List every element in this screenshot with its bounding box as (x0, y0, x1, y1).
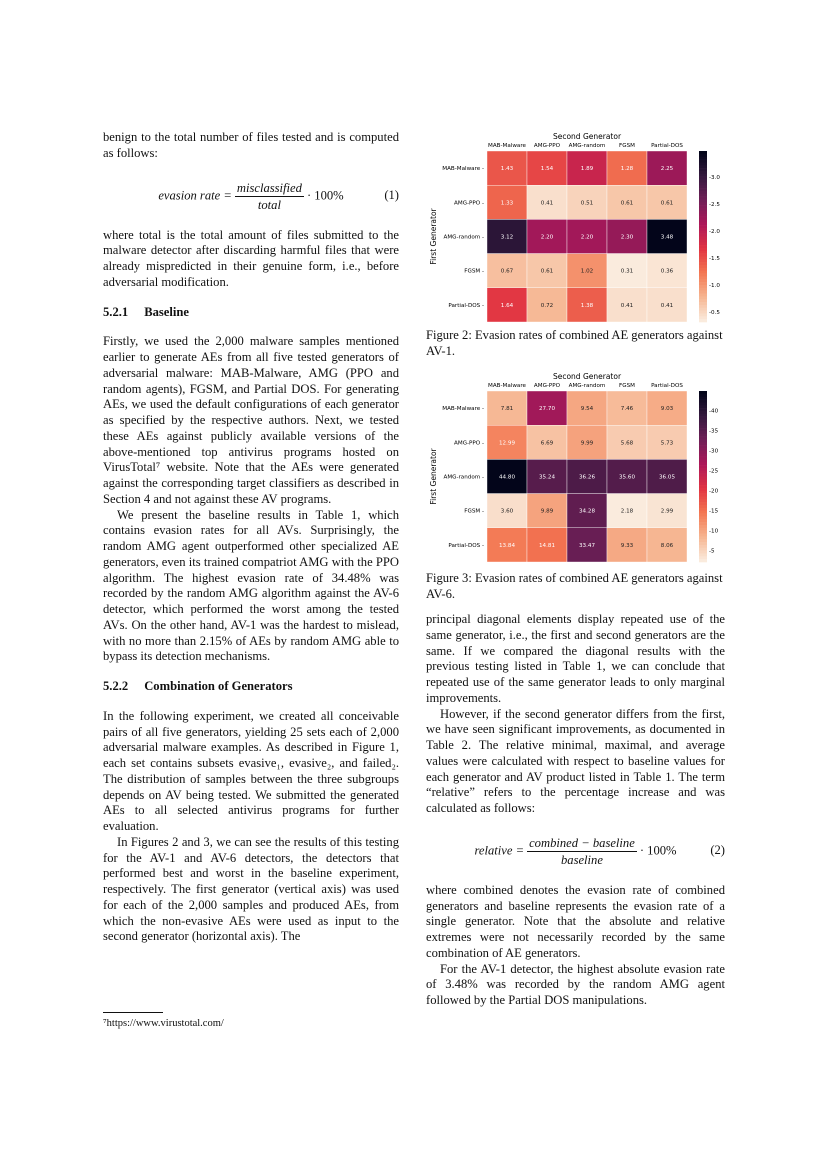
colorbar-segment (699, 511, 707, 514)
colorbar-segment (699, 202, 707, 205)
cell-value-label: 1.89 (580, 166, 594, 173)
colorbar-segment (699, 420, 707, 423)
colorbar-segment (699, 305, 707, 308)
colorbar-segment (699, 556, 707, 559)
colorbar-segment (699, 219, 707, 222)
cell-value-label: 0.36 (660, 268, 674, 275)
y-tick-label: FGSM - (464, 268, 484, 275)
colorbar-segment (699, 425, 707, 428)
colorbar-segment (699, 459, 707, 462)
colorbar-segment (699, 479, 707, 482)
y-tick-label: FGSM - (464, 508, 484, 515)
colorbar-segment (699, 462, 707, 465)
cell-value-label: 3.12 (500, 234, 514, 241)
x-axis-title: Second Generator (552, 132, 622, 141)
cell-value-label: 5.68 (620, 440, 634, 447)
colorbar-segment (699, 439, 707, 442)
colorbar-segment (699, 296, 707, 299)
y-tick-label: AMG-random - (443, 474, 484, 481)
colorbar-segment (699, 262, 707, 265)
cell-value-label: 12.99 (498, 440, 516, 447)
colorbar-segment (699, 282, 707, 285)
colorbar-segment (699, 151, 707, 154)
x-tick-label: AMG-PPO (533, 383, 561, 389)
cell-value-label: 2.99 (660, 508, 674, 515)
cell-value-label: 33.47 (578, 542, 596, 549)
colorbar-tick-label: -1.0 (709, 282, 720, 289)
eq-numerator: combined − baseline (529, 835, 635, 850)
cell-value-label: 1.54 (540, 166, 554, 173)
colorbar-segment (699, 188, 707, 191)
paragraph: However, if the second generator differs from the first, we have seen significant improvements, as documented in Table 2. The relative minimal, maximal, and average values were calculated with respect to baseline values for each generator and AV product listed in Table 1. The term “relative” refers to the percentage increase and was calculated as follows: (426, 706, 725, 815)
colorbar-segment (699, 514, 707, 517)
colorbar-tick-label: -0.5 (709, 309, 720, 316)
colorbar-segment (699, 397, 707, 400)
colorbar-segment (699, 465, 707, 468)
colorbar-segment (699, 214, 707, 217)
cell-value-label: 0.31 (620, 268, 634, 275)
cell-value-label: 5.73 (660, 440, 674, 447)
colorbar-tick-label: -1.5 (709, 255, 720, 262)
heatmap-figure-3 (420, 370, 750, 570)
colorbar-segment (699, 165, 707, 168)
colorbar-tick-label: -2.5 (709, 201, 720, 208)
colorbar-tick-label: -3.0 (709, 174, 720, 181)
colorbar-tick-label: -2.0 (709, 228, 720, 235)
colorbar-segment (699, 313, 707, 316)
eq-denominator: baseline (560, 852, 603, 867)
colorbar-segment (699, 211, 707, 214)
cell-value-label: 35.24 (538, 474, 556, 481)
colorbar-segment (699, 457, 707, 460)
colorbar-segment (699, 539, 707, 542)
x-tick-label: FGSM (619, 143, 635, 149)
cell-value-label: 9.54 (580, 406, 594, 413)
colorbar-segment (699, 471, 707, 474)
cell-value-label: 0.61 (620, 200, 634, 207)
colorbar-segment (699, 474, 707, 477)
cell-value-label: 2.20 (580, 234, 594, 241)
colorbar-segment (699, 199, 707, 202)
x-tick-label: AMG-random (568, 143, 606, 149)
colorbar-segment (699, 508, 707, 511)
colorbar-segment (699, 531, 707, 534)
colorbar-segment (699, 222, 707, 225)
y-tick-label: MAB-Malware - (442, 166, 484, 173)
cell-value-label: 1.02 (580, 268, 594, 275)
colorbar-segment (699, 505, 707, 508)
colorbar-segment (699, 228, 707, 231)
cell-value-label: 36.05 (658, 474, 676, 481)
colorbar-segment (699, 525, 707, 528)
colorbar-segment (699, 174, 707, 177)
colorbar-segment (699, 400, 707, 403)
colorbar-segment (699, 402, 707, 405)
colorbar-segment (699, 302, 707, 305)
colorbar-segment (699, 445, 707, 448)
figure-2-caption: Figure 2: Evasion rates of combined AE generators against AV-1. (426, 328, 723, 358)
cell-value-label: 2.30 (620, 234, 634, 241)
x-tick-label: AMG-random (568, 383, 606, 389)
cell-value-label: 2.18 (620, 508, 634, 515)
paragraph: benign to the total number of files tested and is computed as follows: (103, 130, 399, 160)
colorbar-segment (699, 205, 707, 208)
y-axis-title: First Generator (429, 208, 438, 265)
colorbar-segment (699, 251, 707, 254)
colorbar-segment (699, 491, 707, 494)
colorbar-segment (699, 319, 707, 322)
colorbar-tick-label: -40 (709, 408, 719, 415)
cell-value-label: 7.81 (500, 406, 514, 413)
equation-2 (426, 825, 725, 877)
right-column (426, 612, 725, 1009)
equation-number: (2) (710, 842, 725, 857)
colorbar-segment (699, 239, 707, 242)
x-tick-label: MAB-Malware (488, 143, 526, 149)
cell-value-label: 9.03 (660, 406, 674, 413)
colorbar-segment (699, 242, 707, 245)
eq-rhs: · 100% (639, 843, 677, 858)
colorbar-segment (699, 162, 707, 165)
cell-value-label: 0.61 (660, 200, 674, 207)
cell-value-label: 27.70 (538, 406, 556, 413)
colorbar-segment (699, 154, 707, 157)
colorbar-segment (699, 168, 707, 171)
cell-value-label: 0.61 (540, 268, 554, 275)
colorbar-segment (699, 494, 707, 497)
colorbar-segment (699, 157, 707, 160)
colorbar-segment (699, 519, 707, 522)
x-tick-label: AMG-PPO (533, 143, 561, 149)
cell-value-label: 36.26 (578, 474, 596, 481)
colorbar-segment (699, 422, 707, 425)
section-heading: 5.2.2 Combination of Generators (103, 679, 293, 693)
colorbar-segment (699, 271, 707, 274)
y-tick-label: AMG-random - (443, 234, 484, 241)
colorbar-segment (699, 502, 707, 505)
cell-value-label: 34.28 (578, 508, 596, 515)
colorbar-segment (699, 194, 707, 197)
colorbar-tick-label: -10 (709, 528, 719, 535)
colorbar-segment (699, 528, 707, 531)
colorbar-segment (699, 279, 707, 282)
paragraph: In the following experiment, we created all conceivable pairs of all five generators, yielding 25 sets each of 2,000 adversarial malware examples. As described in Figure 1, each set contains subsets evasive₁, evasive₂, and failed₂. The distribution of samples between the three subgroups depends on AV being tested. We submitted the generated AEs to all selected antivirus programs for further evaluation. (103, 708, 399, 833)
cell-value-label: 2.20 (540, 234, 554, 241)
x-tick-label: FGSM (619, 383, 635, 389)
colorbar-segment (699, 208, 707, 211)
cell-value-label: 7.46 (620, 406, 634, 413)
colorbar-segment (699, 265, 707, 268)
cell-value-label: 0.51 (580, 200, 594, 207)
colorbar-segment (699, 485, 707, 488)
cell-value-label: 1.43 (500, 166, 514, 173)
colorbar-segment (699, 434, 707, 437)
colorbar-segment (699, 160, 707, 163)
colorbar-segment (699, 294, 707, 297)
colorbar-segment (699, 408, 707, 411)
x-tick-label: Partial-DOS (651, 143, 683, 149)
x-tick-label: MAB-Malware (488, 383, 526, 389)
footnote-link[interactable]: ⁷https://www.virustotal.com/ (103, 1018, 224, 1029)
colorbar-segment (699, 231, 707, 234)
colorbar-segment (699, 217, 707, 220)
colorbar-tick-label: -15 (709, 508, 719, 515)
colorbar-segment (699, 288, 707, 291)
colorbar-segment (699, 274, 707, 277)
left-column (103, 130, 399, 945)
paragraph: For the AV-1 detector, the highest absolute evasion rate of 3.48% was recorded by the random AMG agent followed by the Partial DOS manipulations. (426, 961, 725, 1007)
colorbar-segment (699, 414, 707, 417)
cell-value-label: 9.89 (540, 508, 554, 515)
colorbar-segment (699, 551, 707, 554)
colorbar-segment (699, 234, 707, 237)
paragraph: We present the baseline results in Table 1, which contains evasion rates for all AVs. Surprisingly, the random AMG agent outperformed other specialized AE generators, even its trained compatriot AMG with the PPO algorithm. The highest evasion rate of 34.48% was recorded by the random AMG algorithm against the AV-6 detector, which performed the worst among the tested AVs. On the other hand, AV-1 was the hardest to mislead, with no more than 2.15% of AEs by random AMG able to bypass its detection mechanisms. (103, 507, 399, 664)
cell-value-label: 44.80 (498, 474, 516, 481)
heatmap-figure-2 (420, 130, 750, 330)
colorbar-segment (699, 256, 707, 259)
cell-value-label: 3.48 (660, 234, 674, 241)
cell-value-label: 14.81 (538, 542, 556, 549)
y-tick-label: Partial-DOS - (448, 542, 484, 549)
colorbar-tick-label: -20 (709, 488, 719, 495)
eq-denominator: total (257, 197, 281, 212)
y-tick-label: MAB-Malware - (442, 406, 484, 413)
colorbar-segment (699, 522, 707, 525)
colorbar-segment (699, 496, 707, 499)
cell-value-label: 1.64 (500, 302, 514, 309)
colorbar-segment (699, 185, 707, 188)
colorbar-segment (699, 534, 707, 537)
colorbar-segment (699, 559, 707, 562)
cell-value-label: 0.41 (620, 302, 634, 309)
colorbar-segment (699, 477, 707, 480)
cell-value-label: 6.69 (540, 440, 554, 447)
colorbar-segment (699, 488, 707, 491)
colorbar-segment (699, 316, 707, 319)
cell-value-label: 35.60 (618, 474, 636, 481)
eq-lhs: evasion rate = (158, 187, 232, 202)
colorbar-segment (699, 516, 707, 519)
colorbar-segment (699, 276, 707, 279)
y-axis-title: First Generator (429, 448, 438, 505)
equation-1 (103, 170, 399, 222)
cell-value-label: 1.28 (620, 166, 634, 173)
y-tick-label: AMG-PPO - (454, 200, 484, 207)
colorbar-segment (699, 411, 707, 414)
colorbar-segment (699, 536, 707, 539)
colorbar-segment (699, 197, 707, 200)
y-tick-label: Partial-DOS - (448, 302, 484, 309)
colorbar-segment (699, 237, 707, 240)
colorbar-segment (699, 177, 707, 180)
colorbar-segment (699, 259, 707, 262)
colorbar-segment (699, 191, 707, 194)
colorbar-segment (699, 391, 707, 394)
colorbar-segment (699, 180, 707, 183)
cell-value-label: 1.38 (580, 302, 594, 309)
colorbar-segment (699, 417, 707, 420)
colorbar-segment (699, 245, 707, 248)
paragraph: where total is the total amount of files submitted to the malware detector after discarding harmful files that were already mispredicted in their genuine form, i.e., before adversarial modification. (103, 227, 399, 289)
colorbar-segment (699, 291, 707, 294)
colorbar-segment (699, 254, 707, 257)
colorbar-tick-label: -5 (709, 548, 715, 555)
colorbar-segment (699, 442, 707, 445)
colorbar-segment (699, 405, 707, 408)
colorbar-segment (699, 451, 707, 454)
colorbar-segment (699, 448, 707, 451)
colorbar-tick-label: -35 (709, 428, 719, 435)
paragraph: principal diagonal elements display repeated use of the same generator, i.e., the first and second generators are the same. If we compared the diagonal results with the previous testing listed in Table 1, we can conclude that repeated use of the same generator leads to only marginal improvements. (426, 612, 725, 705)
colorbar-segment (699, 311, 707, 314)
eq-lhs: relative = (474, 843, 525, 858)
cell-value-label: 0.72 (540, 302, 554, 309)
x-tick-label: Partial-DOS (651, 383, 683, 389)
cell-value-label: 0.67 (500, 268, 514, 275)
paragraph: In Figures 2 and 3, we can see the results of this testing for the AV-1 and AV-6 detectors, the detectors that performed best and worst in the baseline experiment, respectively. The first generator (vertical axis) was used for each of the 2,000 samples and produced AEs, from which the non-evasive AEs were used as input to the second generator (horizontal axis). The (103, 834, 399, 944)
cell-value-label: 2.25 (660, 166, 674, 173)
colorbar-segment (699, 182, 707, 185)
x-axis-title: Second Generator (552, 372, 622, 381)
colorbar-segment (699, 548, 707, 551)
eq-numerator: misclassified (236, 180, 302, 195)
cell-value-label: 0.41 (660, 302, 674, 309)
paragraph: where combined denotes the evasion rate of combined generators and baseline represents the evasion rate of a single generator. Note that the absolute and relative extremes were not necessarily recorded by the same combination of AE generators. (426, 882, 725, 960)
colorbar-segment (699, 499, 707, 502)
cell-value-label: 9.33 (620, 542, 634, 549)
cell-value-label: 9.99 (580, 440, 594, 447)
cell-value-label: 1.33 (500, 200, 514, 207)
colorbar-segment (699, 268, 707, 271)
colorbar-segment (699, 437, 707, 440)
colorbar-tick-label: -30 (709, 448, 719, 455)
paragraph: Firstly, we used the 2,000 malware samples mentioned earlier to generate AEs from all five tested generators of adversarial malware: MAB-Malware, AMG (PPO and random agents), FGSM, and Partial DOS. For generating AEs, we used the default configurations of each generator as specified by the respective authors. Next, we tested these AEs against publicly available versions of the above-mentioned top antivirus programs hosted on VirusTotal⁷ website. Note that the AEs were generated against the corresponding target classifiers as described in Section 4 and not against these AV programs. (103, 334, 399, 506)
footnote (103, 1012, 399, 1032)
colorbar-segment (699, 542, 707, 545)
colorbar-segment (699, 299, 707, 302)
colorbar-segment (699, 285, 707, 288)
cell-value-label: 0.41 (540, 200, 554, 207)
colorbar-segment (699, 468, 707, 471)
cell-value-label: 13.84 (498, 542, 516, 549)
figure-3-caption: Figure 3: Evasion rates of combined AE generators against AV-6. (426, 571, 723, 601)
cell-value-label: 8.06 (660, 542, 674, 549)
colorbar-segment (699, 225, 707, 228)
colorbar-segment (699, 394, 707, 397)
colorbar-segment (699, 553, 707, 556)
equation-number: (1) (384, 187, 399, 202)
colorbar-segment (699, 482, 707, 485)
section-heading: 5.2.1 Baseline (103, 304, 189, 319)
colorbar-segment (699, 171, 707, 174)
colorbar-segment (699, 308, 707, 311)
eq-rhs: · 100% (306, 187, 344, 202)
y-tick-label: AMG-PPO - (454, 440, 484, 447)
cell-value-label: 3.60 (500, 508, 514, 515)
colorbar-segment (699, 248, 707, 251)
colorbar-tick-label: -25 (709, 468, 719, 475)
colorbar-segment (699, 545, 707, 548)
colorbar-segment (699, 428, 707, 431)
colorbar-segment (699, 454, 707, 457)
colorbar-segment (699, 431, 707, 434)
